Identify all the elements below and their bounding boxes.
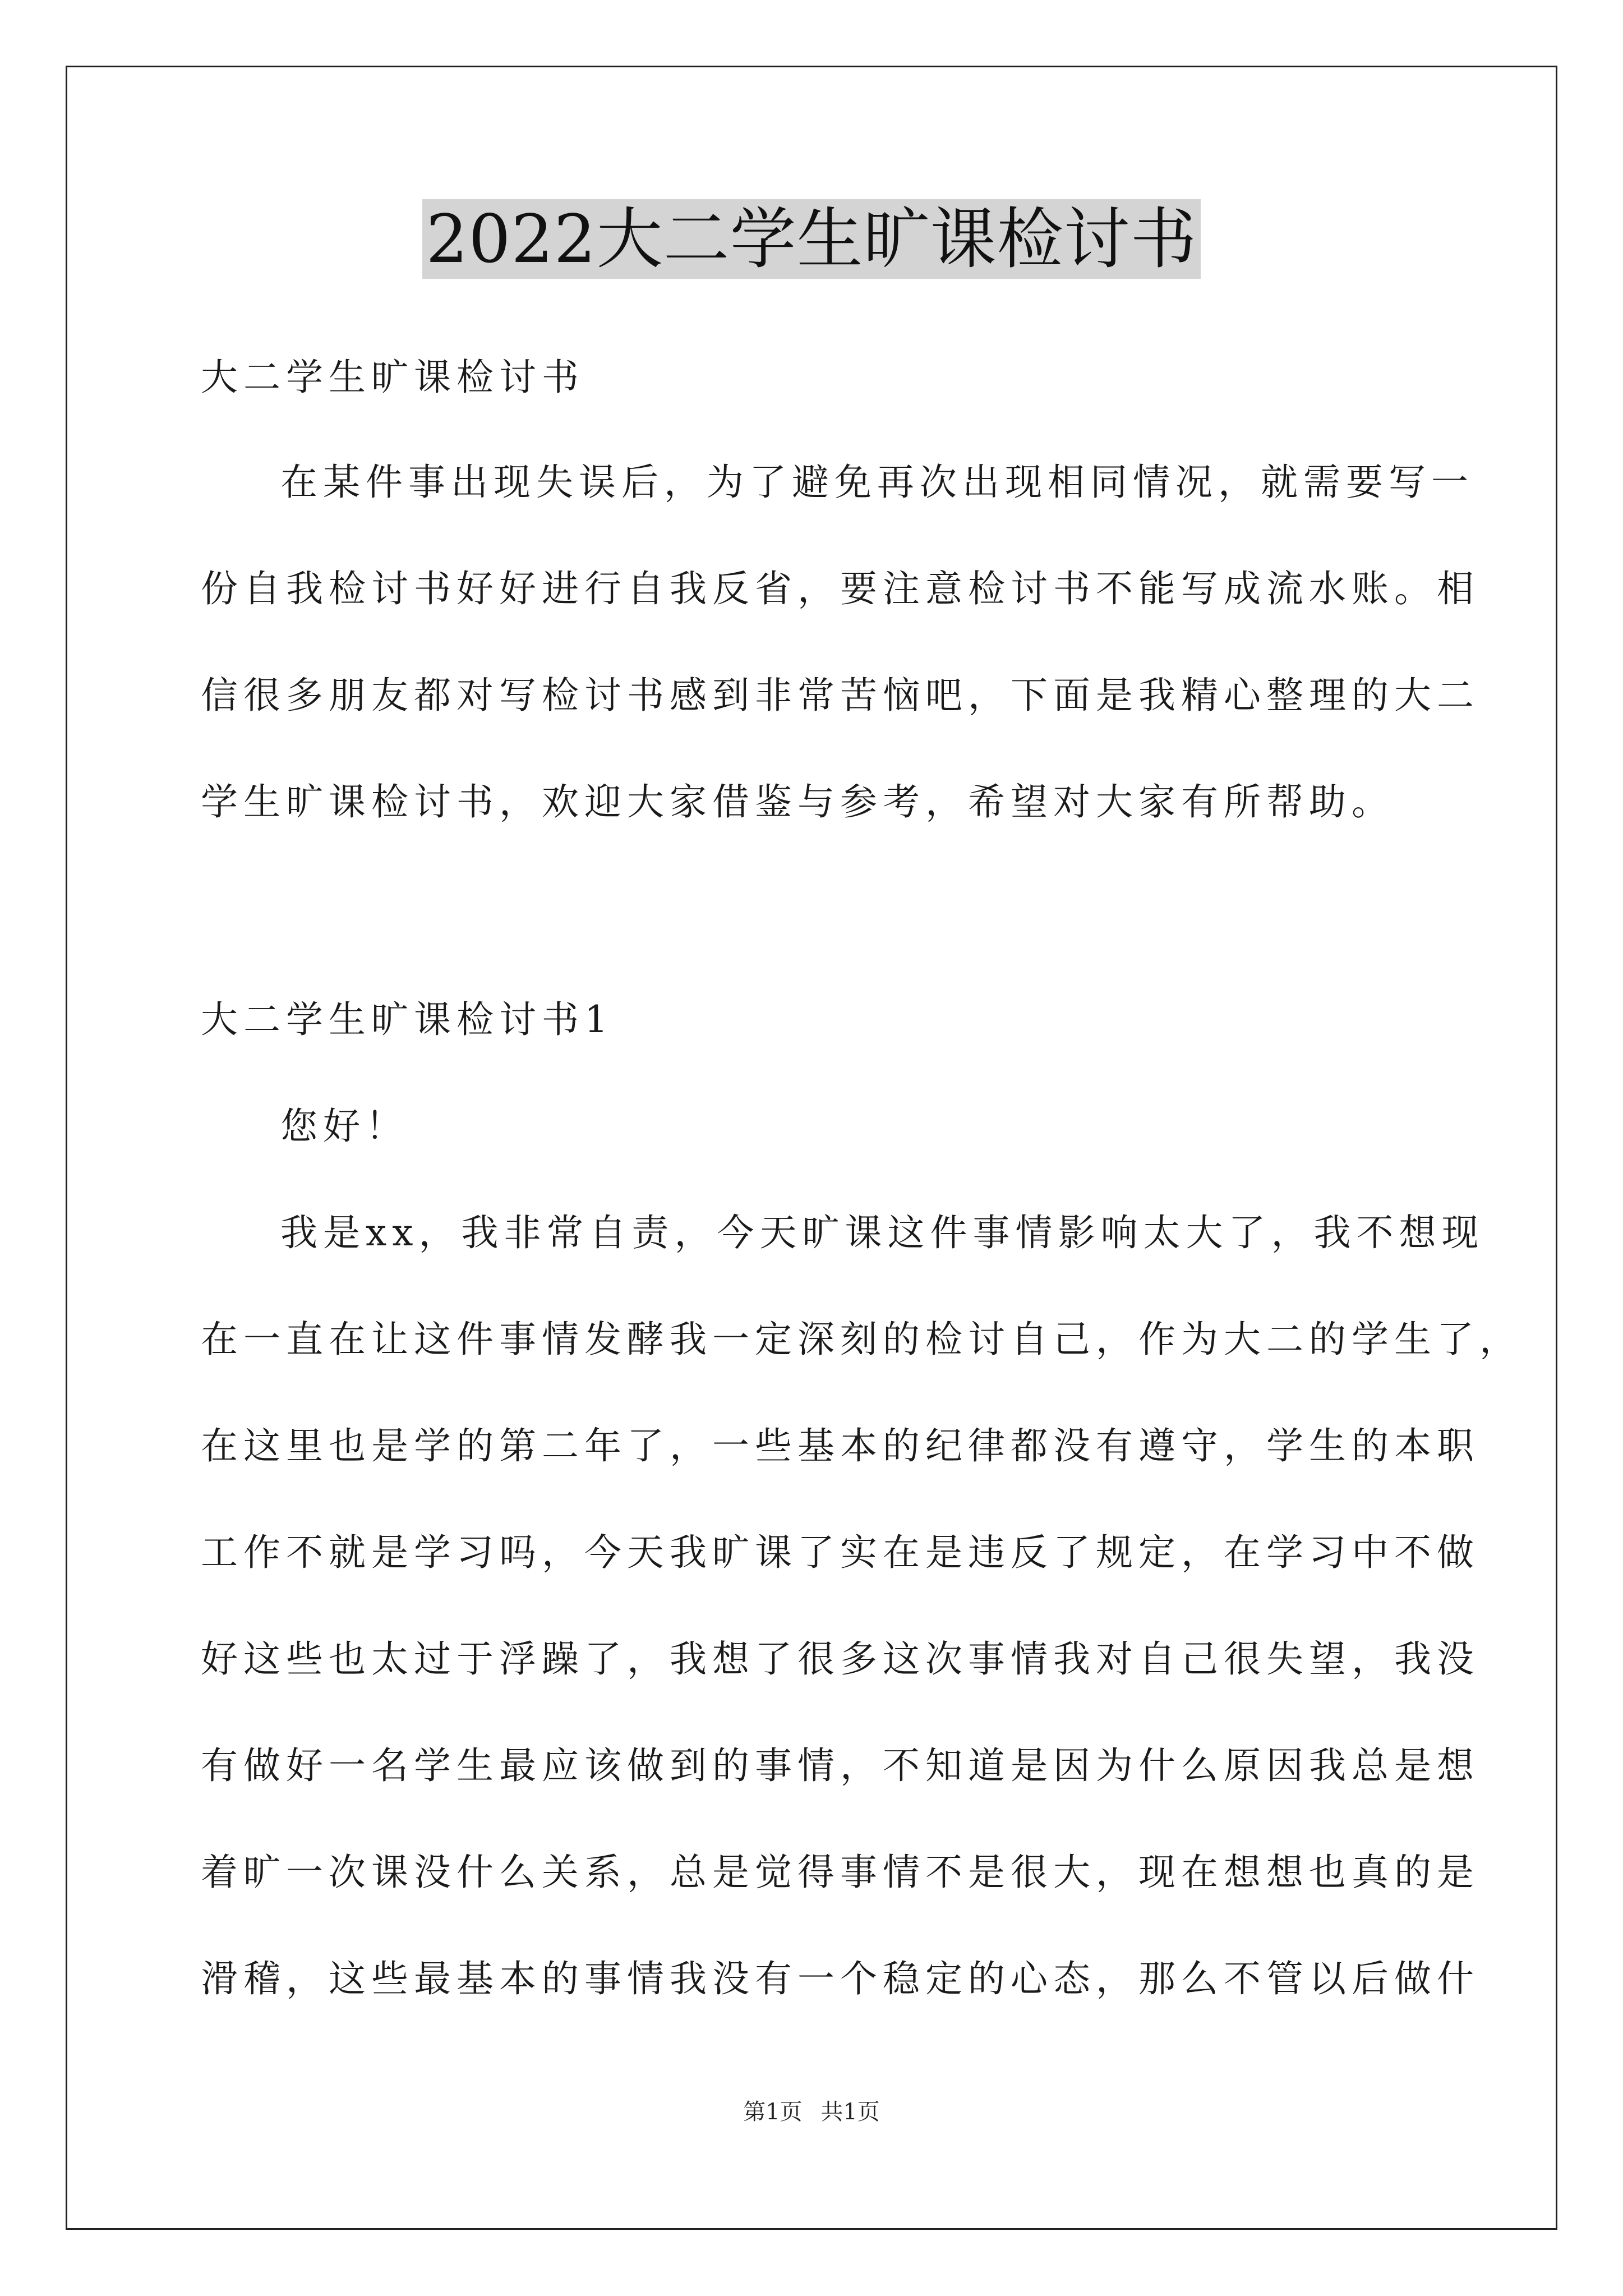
body-line-8: 滑稽，这些最基本的事情我没有一个稳定的心态，那么不管以后做什: [201, 1957, 1479, 2000]
intro-line-3: 信很多朋友都对写检讨书感到非常苦恼吧，下面是我精心整理的大二: [201, 674, 1479, 717]
intro-line-2: 份自我检讨书好好进行自我反省，要注意检讨书不能写成流水账。相: [201, 567, 1479, 610]
body-line-5: 好这些也太过于浮躁了，我想了很多这次事情我对自己很失望，我没: [201, 1637, 1479, 1681]
body-line-1: 我是xx，我非常自责，今天旷课这件事情影响太大了，我不想现: [280, 1211, 1484, 1254]
page-footer: 第1页 共1页: [743, 2099, 880, 2125]
body-line-6: 有做好一名学生最应该做到的事情，不知道是因为什么原因我总是想: [201, 1744, 1479, 1787]
section-heading: 大二学生旷课检讨书1: [201, 998, 614, 1041]
body-line-4: 工作不就是学习吗，今天我旷课了实在是违反了规定，在学习中不做: [201, 1531, 1479, 1574]
body-line-7: 着旷一次课没什么关系，总是觉得事情不是很大，现在想想也真的是: [201, 1851, 1479, 1894]
document-subtitle: 大二学生旷课检讨书: [201, 356, 584, 399]
greeting: 您好！: [280, 1105, 408, 1148]
body-line-3: 在这里也是学的第二年了，一些基本的纪律都没有遵守，学生的本职: [201, 1424, 1479, 1467]
title-container: [0, 199, 1623, 279]
intro-line-4: 学生旷课检讨书，欢迎大家借鉴与参考，希望对大家有所帮助。: [201, 780, 1394, 823]
document-title: 2022大二学生旷课检讨书: [422, 199, 1200, 279]
body-line-2: 在一直在让这件事情发酵我一定深刻的检讨自己，作为大二的学生了，: [201, 1318, 1522, 1361]
intro-line-1: 在某件事出现失误后，为了避免再次出现相同情况，就需要写一: [280, 461, 1474, 504]
